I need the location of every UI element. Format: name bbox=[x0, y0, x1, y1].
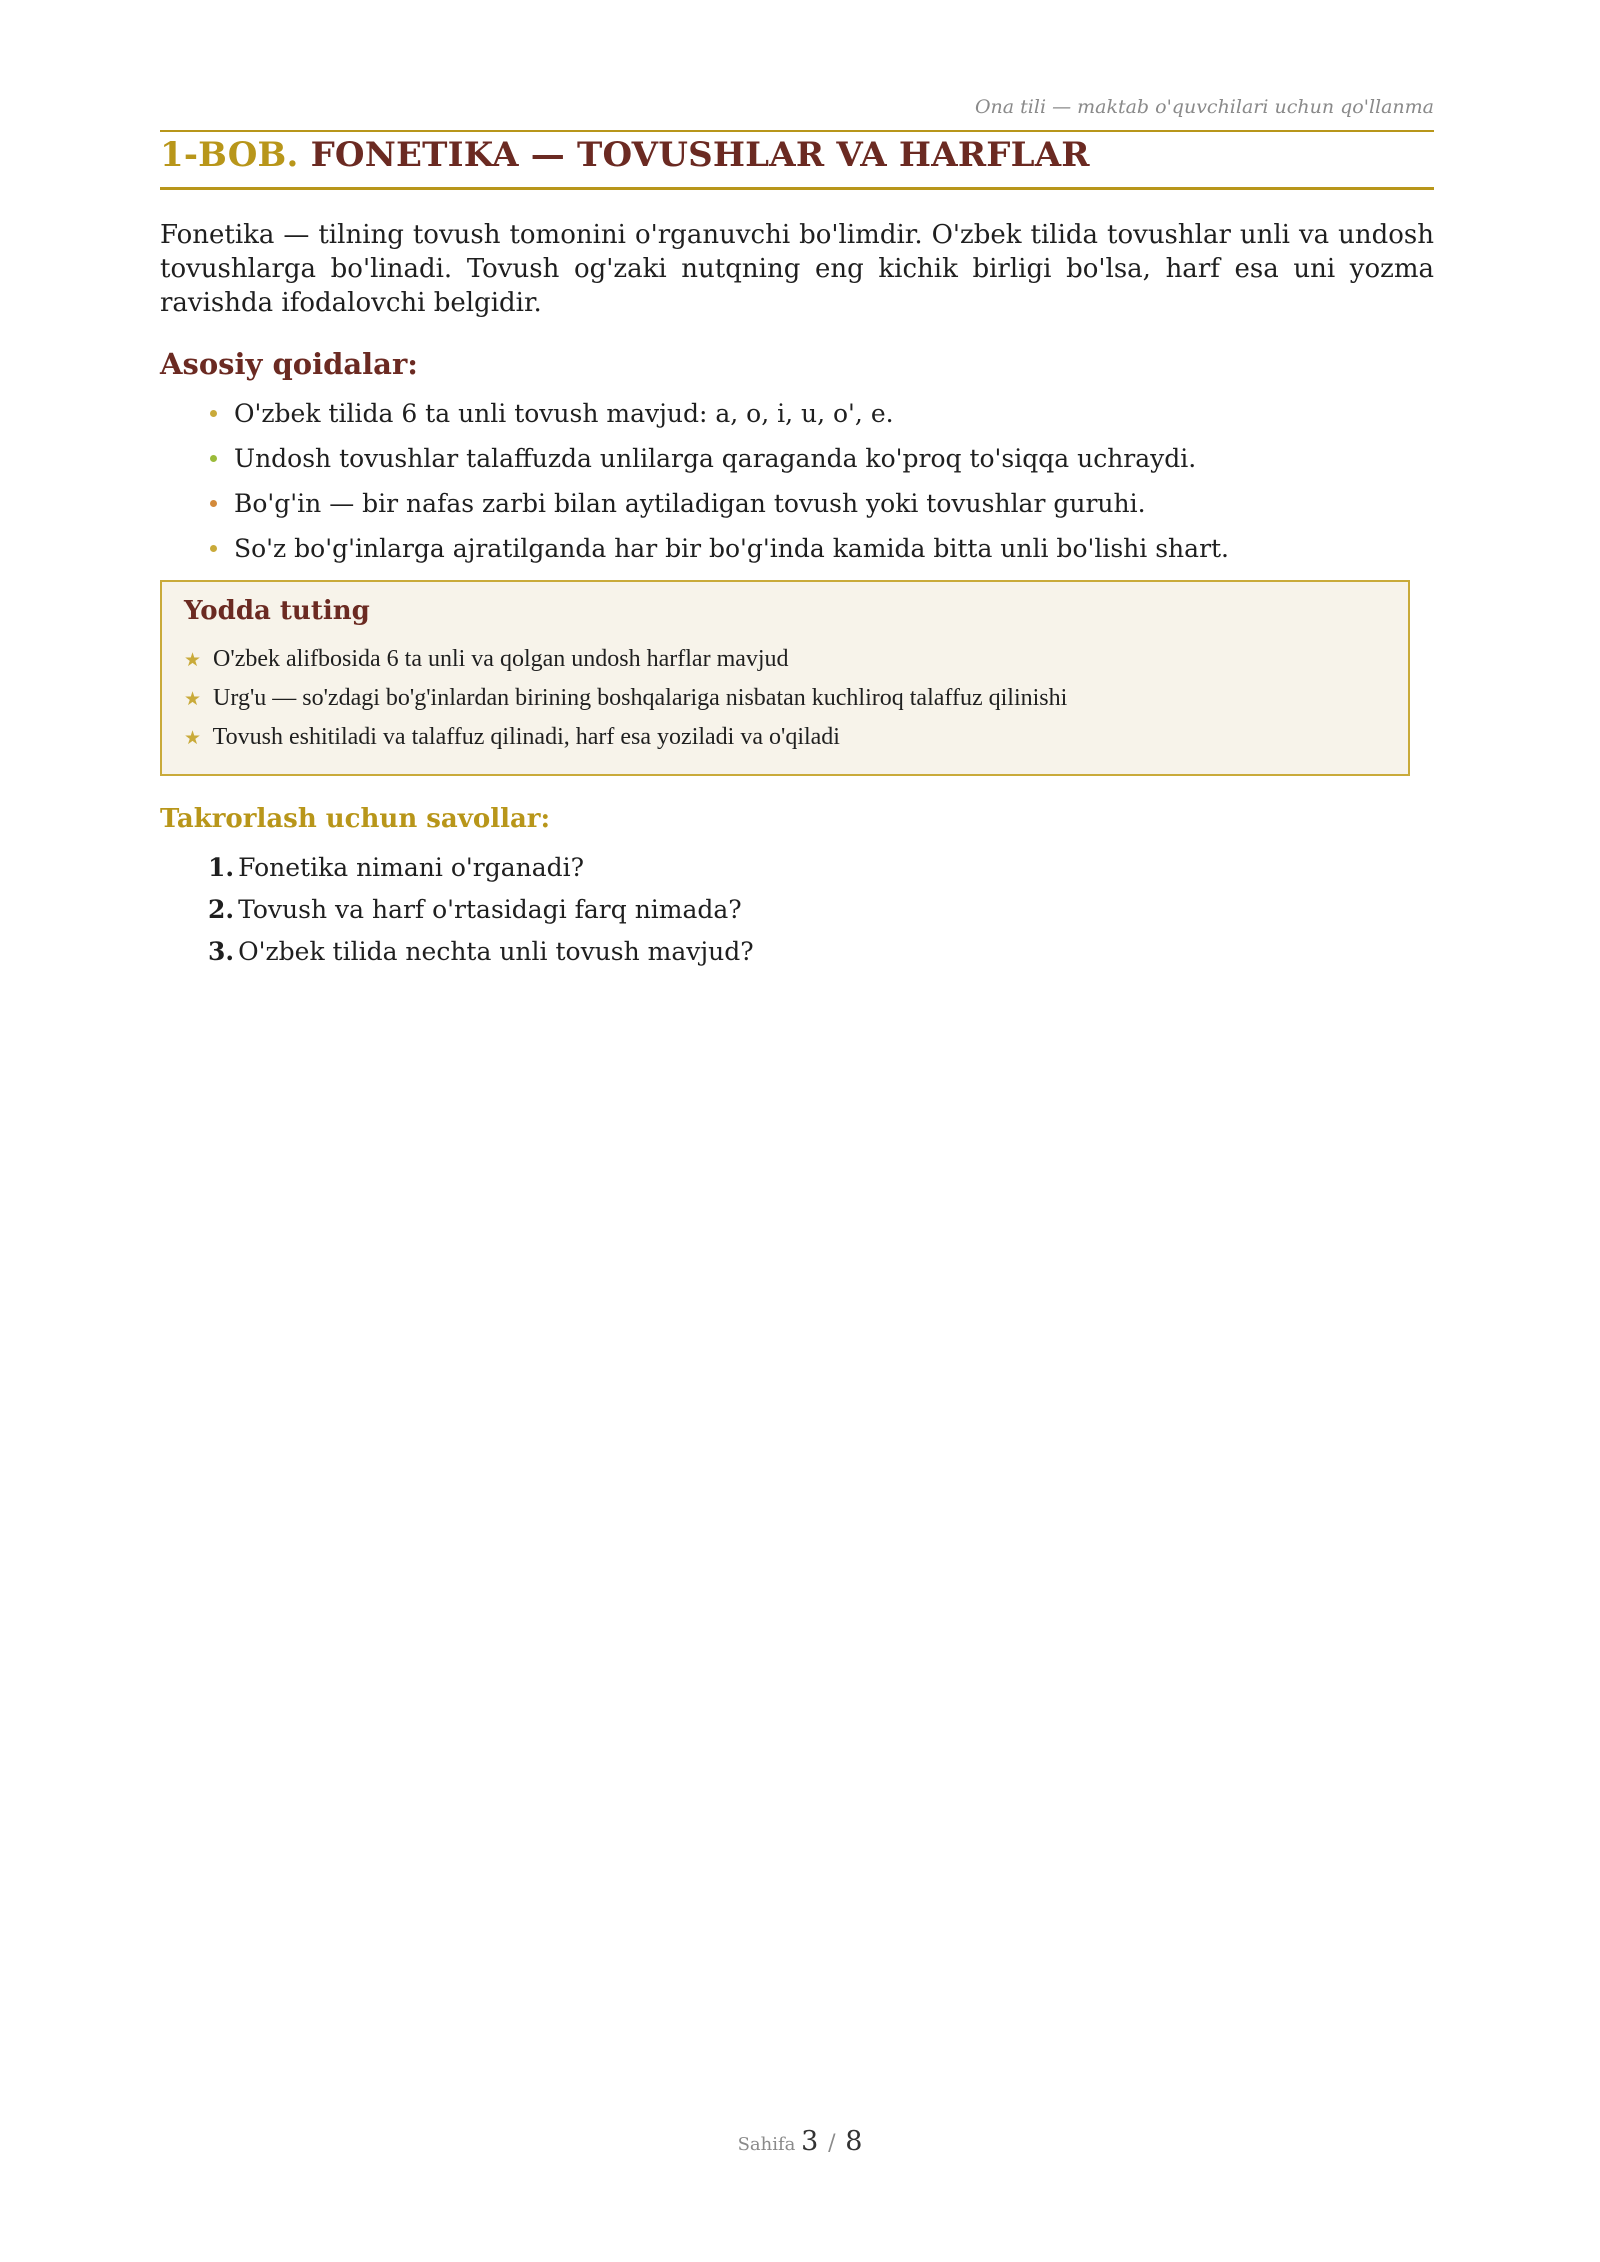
callout-text: Urg'u — so'zdagi bo'g'inlardan birining boshqalariga nisbatan kuchliroq talaffuz qilinishi bbox=[213, 685, 1068, 711]
callout-text: Tovush eshitiladi va talaffuz qilinadi, harf esa yoziladi va o'qiladi bbox=[212, 724, 840, 750]
list-item bbox=[206, 487, 1406, 532]
callout-title: Yodda tuting bbox=[184, 596, 370, 626]
current-page-number: 3 bbox=[801, 2126, 819, 2157]
title-rule bbox=[160, 187, 1434, 190]
list-item bbox=[184, 644, 1067, 683]
list-item bbox=[184, 722, 1067, 761]
star-icon: ★ bbox=[184, 650, 202, 671]
question-text: Fonetika nimani o'rganadi? bbox=[238, 853, 585, 882]
question-number: 2. bbox=[208, 895, 235, 924]
list-item bbox=[206, 442, 1406, 487]
list-item bbox=[208, 936, 754, 978]
star-icon: ★ bbox=[184, 728, 202, 749]
chapter-title bbox=[160, 135, 1434, 175]
question-text: Tovush va harf o'rtasidagi farq nimada? bbox=[238, 895, 742, 924]
intro-paragraph: Fonetika — tilning tovush tomonini o'rganuvchi bo'limdir. O'zbek tilida tovushlar unli va undosh tovushlarga bo'linadi. Tovush og'zaki nutqning eng kichik birligi bo'lsa, harf esa uni yozma ravishda ifodalovchi belgidir. bbox=[160, 220, 1434, 318]
header-rule bbox=[160, 130, 1434, 132]
list-item bbox=[206, 532, 1406, 577]
rule-text: So'z bo'g'inlarga ajratilganda har bir bo'g'inda kamida bitta unli bo'lishi shart. bbox=[234, 534, 1230, 563]
bullet-dot-icon bbox=[210, 410, 217, 417]
bullet-dot-icon bbox=[210, 545, 217, 552]
chapter-number: 1-BOB. bbox=[160, 135, 299, 175]
bullet-dot-icon bbox=[210, 500, 217, 507]
list-item bbox=[184, 683, 1067, 722]
list-item bbox=[208, 894, 754, 936]
question-text: O'zbek tilida nechta unli tovush mavjud? bbox=[238, 937, 754, 966]
list-item bbox=[206, 397, 1406, 442]
question-number: 3. bbox=[208, 937, 235, 966]
rules-list bbox=[206, 397, 1406, 577]
chapter-heading-text: FONETIKA — TOVUSHLAR VA HARFLAR bbox=[310, 135, 1090, 175]
questions-heading: Takrorlash uchun savollar: bbox=[160, 804, 551, 834]
page-separator: / bbox=[828, 2131, 836, 2156]
callout-list bbox=[184, 644, 1067, 761]
page-footer bbox=[0, 2126, 1600, 2157]
page-label: Sahifa bbox=[737, 2134, 796, 2155]
total-pages: 8 bbox=[845, 2126, 863, 2157]
rules-heading: Asosiy qoidalar: bbox=[160, 347, 418, 381]
questions-list bbox=[208, 852, 754, 978]
question-number: 1. bbox=[208, 853, 235, 882]
remember-callout-box bbox=[160, 580, 1410, 776]
list-item bbox=[208, 852, 754, 894]
callout-text: O'zbek alifbosida 6 ta unli va qolgan undosh harflar mavjud bbox=[213, 646, 789, 672]
bullet-dot-icon bbox=[210, 455, 217, 462]
rule-text: O'zbek tilida 6 ta unli tovush mavjud: a, o, i, u, o', e. bbox=[234, 399, 894, 428]
rule-text: Undosh tovushlar talaffuzda unlilarga qaraganda ko'proq to'siqqa uchraydi. bbox=[234, 444, 1197, 473]
star-icon: ★ bbox=[184, 689, 202, 710]
running-header: Ona tili — maktab o'quvchilari uchun qo'llanma bbox=[974, 96, 1434, 118]
rule-text: Bo'g'in — bir nafas zarbi bilan aytiladigan tovush yoki tovushlar guruhi. bbox=[234, 489, 1146, 518]
